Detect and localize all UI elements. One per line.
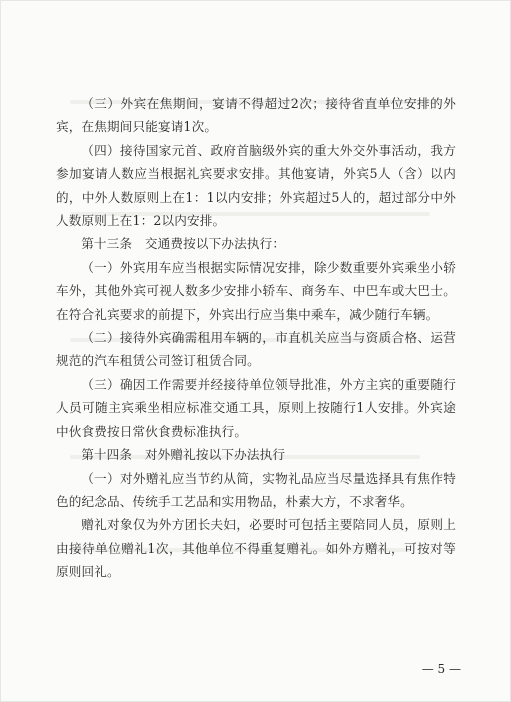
page-number: — 5 — [421, 662, 461, 676]
article-14-heading: 第十四条 对外赠礼按以下办法执行 [81, 447, 286, 463]
paragraph-accompanying-staff: （三）确因工作需要并经接待单位领导批准，外方主宾的重要随行人员可随主宾乘坐相应标准交通工具，原则上按随行1人安排。外宾途中伙食费按日常伙食费标准执行。 [56, 376, 456, 439]
paragraph-gift-recipients: 赠礼对象仅为外方团长夫妇，必要时可包括主要陪同人员，原则上由接待单位赠礼1次，其他单位不得重复赠礼。如外方赠礼，可按对等原则回礼。 [56, 517, 456, 580]
paragraph-reception-limit: （三）外宾在焦期间，宴请不得超过2次；接待省直单位安排的外宾，在焦期间只能宴请1次。 [56, 96, 456, 135]
paragraph-vehicle-rental: （二）接待外宾确需租用车辆的，市直机关应当与资质合格、运营规范的汽车租赁公司签订租赁合同。 [56, 330, 456, 369]
paragraph-vehicle-use: （一）外宾用车应当根据实际情况安排，除少数重要外宾乘坐小轿车外，其他外宾可视人数多少安排小轿车、商务车、中巴车或大巴士。在符合礼宾要求的前提下，外宾出行应当集中乘车，减少随行车辆。 [56, 259, 456, 322]
paragraph-gift-selection: （一）对外赠礼应当节约从简，实物礼品应当尽量选择具有焦作特色的纪念品、传统手工艺品和实用物品，朴素大方，不求奢华。 [56, 470, 456, 509]
document-body [56, 92, 456, 584]
article-13-heading: 第十三条 交通费按以下办法执行： [81, 236, 286, 252]
paragraph-banquet-attendance: （四）接待国家元首、政府首脑级外宾的重大外交外事活动，我方参加宴请人数应当根据礼宾要求安排。其他宴请，外宾5人（含）以内的，中外人数原则上在1：1以内安排；外宾超过5人的，超过部分中外人数原则上在1：2以内安排。 [56, 142, 456, 229]
